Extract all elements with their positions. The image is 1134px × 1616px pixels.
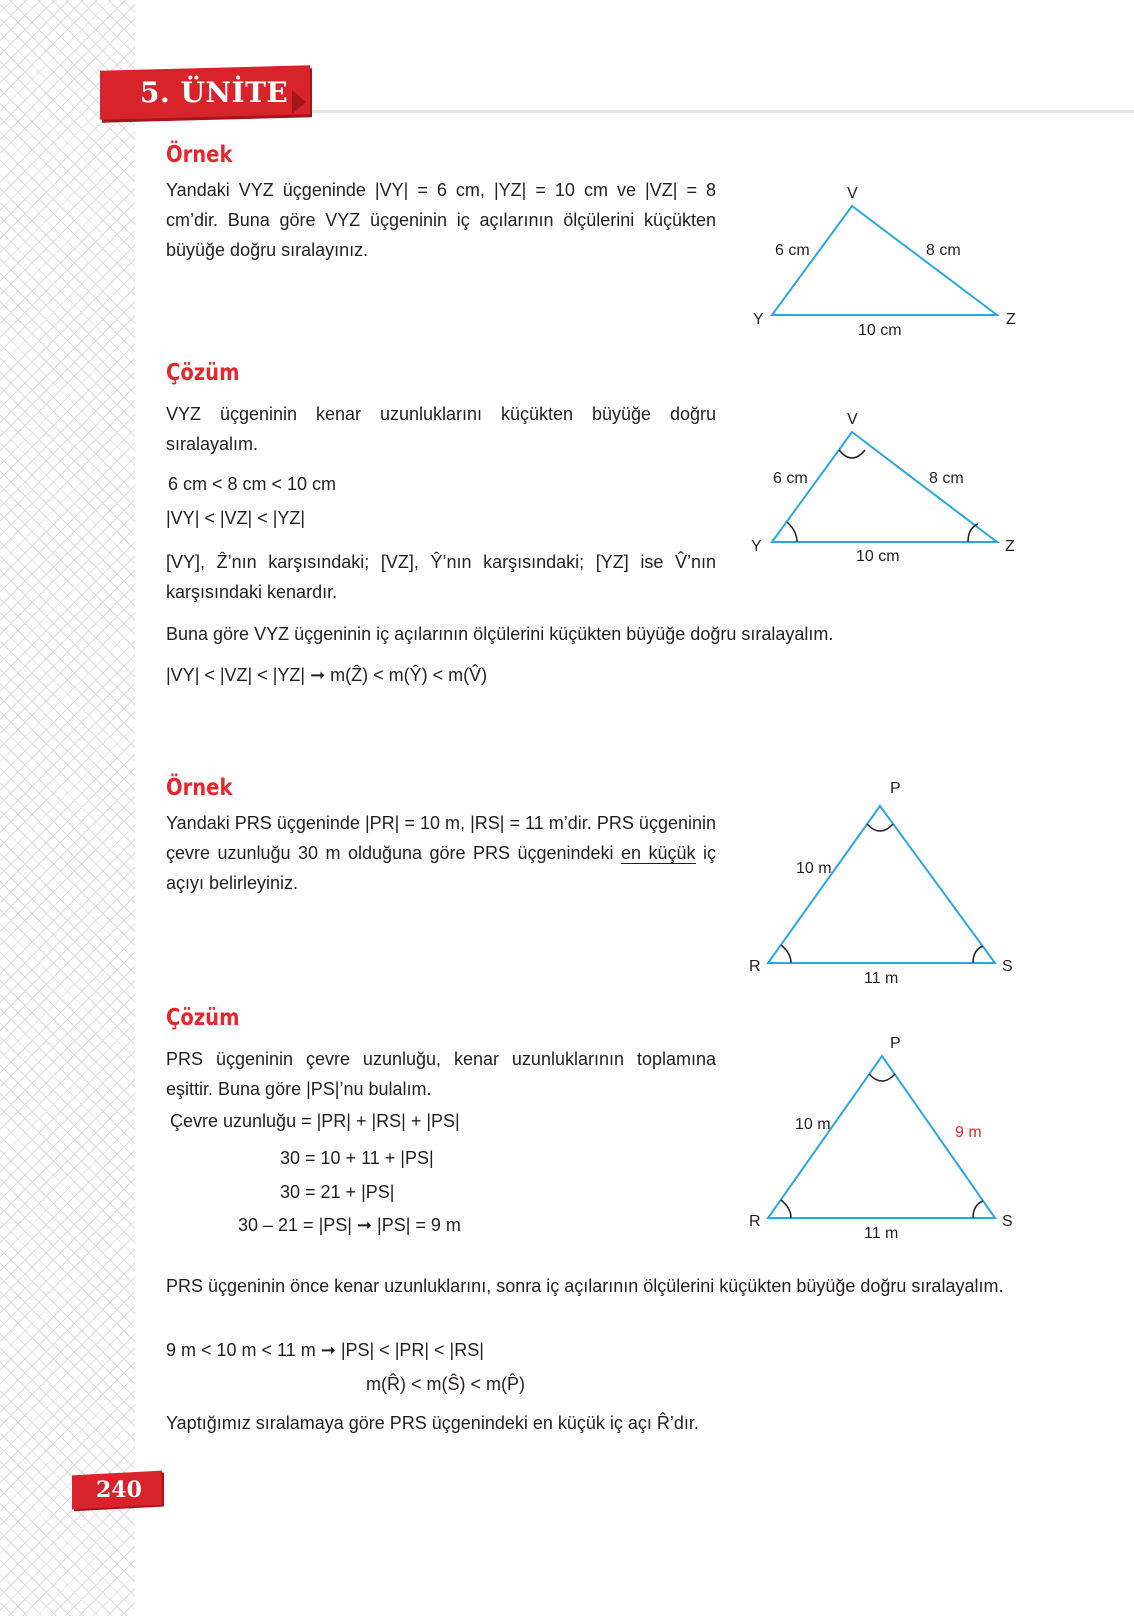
- side-vz-label: 8 cm: [929, 470, 964, 487]
- solution-1-length-order: 6 cm < 8 cm < 10 cm: [168, 474, 337, 494]
- example-1-text: Yandaki VYZ üçgeninde |VY| = 6 cm, |YZ| = 10 cm ve |VZ| = 8 cm’dir. Buna göre VYZ üçgeninin iç açılarının ölçülerini küçükten büyüğe doğru sıralayınız.: [166, 180, 716, 260]
- angle-r-arc: [781, 945, 791, 963]
- angle-y-arc: [787, 522, 797, 542]
- solution-2-angle-order: m(R̂) < m(Ŝ) < m(P̂): [366, 1374, 525, 1394]
- solution-2-intro: PRS üçgeninin çevre uzunluğu, kenar uzunluklarının toplamına eşittir. Buna göre |PS|’nu bulalım.: [166, 1049, 716, 1099]
- vertex-p-label: P: [890, 780, 901, 797]
- example-2-heading: Örnek: [166, 775, 233, 801]
- vertex-v-label: V: [847, 185, 858, 202]
- unit-label: 5. ÜNİTE: [140, 76, 289, 109]
- side-yz-label: 10 cm: [856, 548, 900, 565]
- vertex-r-label: R: [749, 958, 761, 975]
- triangle-prs-figure-2: [740, 1026, 1040, 1246]
- unit-ribbon-tail: [292, 90, 306, 114]
- solution-2-conclusion: Yaptığımız sıralamaya göre PRS üçgenindeki en küçük iç açı R̂’dır.: [166, 1413, 699, 1433]
- vertex-z-label: Z: [1006, 311, 1016, 328]
- vertex-y-label: Y: [751, 538, 762, 555]
- solution-1-side-order: |VY| < |VZ| < |YZ|: [166, 508, 306, 528]
- solution-1-result: |VY| < |VZ| < |YZ| ➞ m(Ẑ) < m(Ŷ) < m(V̂): [166, 665, 488, 685]
- side-rs-label: 11 m: [864, 1225, 899, 1242]
- equation-perimeter: Çevre uzunluğu = |PR| + |RS| + |PS|: [170, 1111, 460, 1131]
- example-1-heading: Örnek: [166, 142, 233, 168]
- vertex-p-label: P: [890, 1035, 901, 1052]
- vertex-s-label: S: [1002, 958, 1013, 975]
- side-yz-label: 10 cm: [858, 322, 902, 339]
- side-ps-label: 9 m: [955, 1124, 982, 1141]
- example-2-text: [166, 808, 716, 898]
- decorative-pattern: [0, 0, 135, 1616]
- vertex-r-label: R: [749, 1213, 761, 1230]
- example-2-text-end: iç açıyı belirleyiniz.: [166, 843, 716, 893]
- angle-s-arc: [973, 946, 983, 963]
- angle-v-arc: [839, 450, 865, 458]
- vertex-y-label: Y: [753, 311, 764, 328]
- solution-1-intro: VYZ üçgeninin kenar uzunluklarını küçükten büyüğe doğru sıralayalım.: [166, 404, 716, 454]
- angle-s-arc: [973, 1201, 983, 1218]
- solution-1-heading: Çözüm: [166, 360, 240, 386]
- side-rs-label: 11 m: [864, 970, 899, 987]
- side-vy-label: 6 cm: [775, 242, 810, 259]
- vertex-v-label: V: [847, 411, 858, 428]
- triangle-vyz-figure-1: [740, 178, 1040, 348]
- equation-step-2: 30 = 21 + |PS|: [280, 1182, 395, 1202]
- header-divider: [230, 110, 1134, 113]
- solution-2-heading: Çözüm: [166, 1005, 240, 1031]
- equation-step-1: 30 = 10 + 11 + |PS|: [280, 1148, 434, 1168]
- angle-p-arc: [869, 1074, 895, 1081]
- side-pr-label: 10 m: [795, 1116, 831, 1133]
- side-vz-label: 8 cm: [926, 242, 961, 259]
- vertex-s-label: S: [1002, 1213, 1013, 1230]
- angle-p-arc: [867, 824, 893, 831]
- angle-r-arc: [781, 1200, 791, 1218]
- side-pr-label: 10 m: [796, 860, 832, 877]
- triangle-prs-figure-1: [740, 770, 1040, 990]
- solution-1-instruction: Buna göre VYZ üçgeninin iç açılarının ölçülerini küçükten büyüğe doğru sıralayalım.: [166, 624, 834, 644]
- side-vy-label: 6 cm: [773, 470, 808, 487]
- solution-2-text: PRS üçgeninin önce kenar uzunluklarını, sonra iç açılarının ölçülerini küçükten büyüğe doğru sıralayalım.: [166, 1276, 1004, 1296]
- equation-step-3: 30 – 21 = |PS| ➞ |PS| = 9 m: [238, 1215, 461, 1235]
- example-2-text-start: Yandaki PRS üçgeninde |PR| = 10 m, |RS| = 11 m’dir. PRS üçgeninin çevre uzunluğu 30 m olduğuna göre PRS üçgenindeki: [166, 813, 716, 863]
- triangle-vyz-figure-2: [740, 404, 1040, 574]
- solution-1-opposites: [VY], Ẑ’nın karşısındaki; [VZ], Ŷ’nın karşısındaki; [YZ] ise V̂’nın karşısındaki kenardır.: [166, 552, 716, 602]
- page-number: 240: [96, 1477, 142, 1503]
- underlined-en-kucuk: en küçük: [621, 843, 696, 863]
- vertex-z-label: Z: [1005, 538, 1015, 555]
- solution-2-side-order: 9 m < 10 m < 11 m ➞ |PS| < |PR| < |RS|: [166, 1340, 484, 1360]
